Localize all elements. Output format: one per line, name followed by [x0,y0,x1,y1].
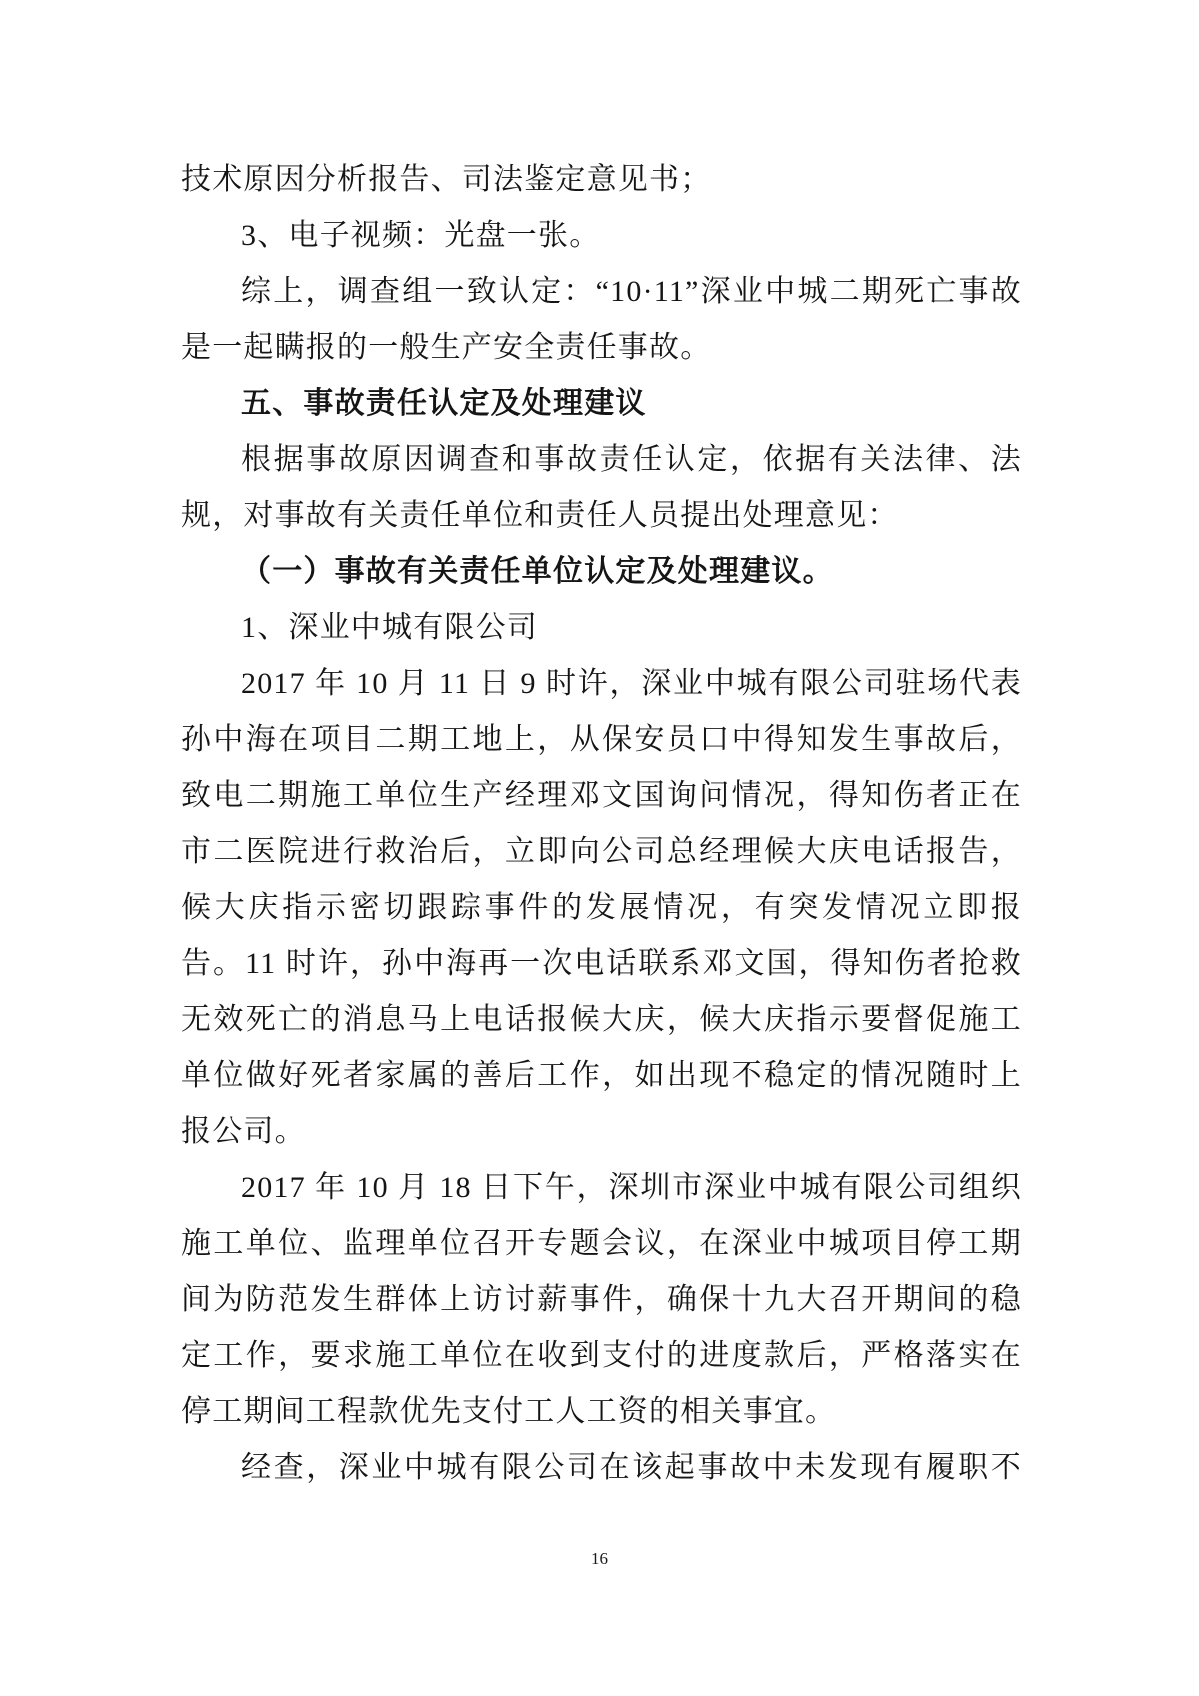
paragraph-oct-11-events: 2017 年 10 月 11 日 9 时许，深业中城有限公司驻场代表孙中海在项目二期工地上，从保安员口中得知发生事故后，致电二期施工单位生产经理邓文国询问情况，得知伤者正在市二医院进行救治后，立即向公司总经理候大庆电话报告，候大庆指示密切跟踪事件的发展情况，有突发情况立即报告。11 时许，孙中海再一次电话联系邓文国，得知伤者抢救无效死亡的消息马上电话报候大庆，候大庆指示要督促施工单位做好死者家属的善后工作，如出现不稳定的情况随时上报公司。 [181,667,1022,1148]
paragraph-oct-18-meeting: 2017 年 10 月 18 日下午，深圳市深业中城有限公司组织施工单位、监理单位召开专题会议，在深业中城项目停工期间为防范发生群体上访讨薪事件，确保十九大召开期间的稳定工作，要求施工单位在收到支付的进度款后，严格落实在停工期间工程款优先支付工人工资的相关事宜。 [181,1171,1022,1428]
paragraph-conclusion: 综上，调查组一致认定：“10·11”深业中城二期死亡事故是一起瞒报的一般生产安全责任事故。 [181,275,1022,364]
paragraph-evidence-documents: 技术原因分析报告、司法鉴定意见书； [181,163,712,196]
heading-subsection-one: （一）事故有关责任单位认定及处理建议。 [241,555,834,588]
heading-section-five: 五、事故责任认定及处理建议 [241,387,647,420]
document-body [181,152,1022,1496]
paragraph-investigation-finding: 经查，深业中城有限公司在该起事故中未发现有履职不 [241,1451,1022,1484]
page-number: 16 [591,1549,608,1568]
page-footer [0,1548,1199,1570]
paragraph-company-name: 1、深业中城有限公司 [241,611,538,644]
paragraph-section-five-intro: 根据事故原因调查和事故责任认定，依据有关法律、法规，对事故有关责任单位和责任人员提出处理意见： [181,443,1022,532]
paragraph-electronic-video: 3、电子视频：光盘一张。 [241,219,601,252]
